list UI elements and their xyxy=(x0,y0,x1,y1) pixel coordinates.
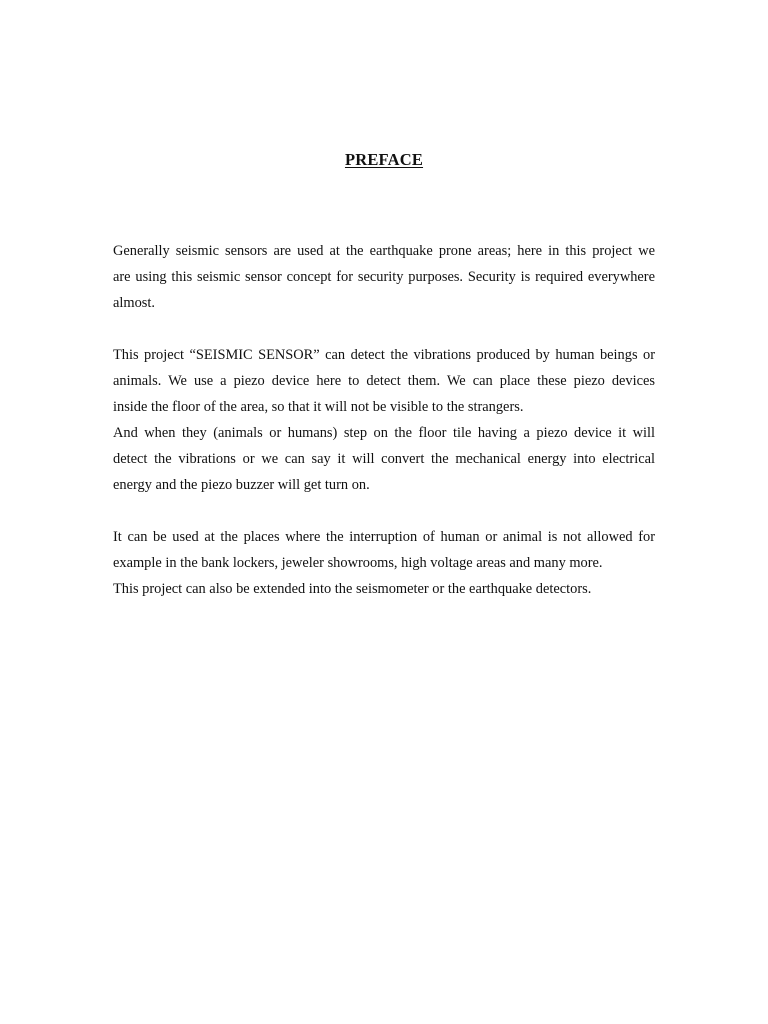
paragraph-gap xyxy=(113,316,655,342)
text-line: Generally seismic sensors are used at the earthquake prone areas; here in this project we xyxy=(113,243,655,259)
text-line: detect the vibrations or we can say it will convert the mechanical energy into electrical xyxy=(113,451,655,467)
text-line: inside the floor of the area, so that it will not be visible to the strangers. xyxy=(113,399,524,415)
text-line: energy and the piezo buzzer will get turn on. xyxy=(113,477,370,493)
text-line: This project can also be extended into the seismometer or the earthquake detectors. xyxy=(113,581,592,597)
paragraph-applications xyxy=(113,524,655,602)
text-line: And when they (animals or humans) step on the floor tile having a piezo device it will xyxy=(113,425,655,441)
paragraph-intro xyxy=(113,238,655,316)
paragraph-description xyxy=(113,342,655,498)
paragraph-gap xyxy=(113,498,655,524)
page-title: PREFACE xyxy=(344,150,424,169)
text-line: It can be used at the places where the interruption of human or animal is not allowed for xyxy=(113,529,655,545)
text-line: almost. xyxy=(113,295,155,311)
text-line: This project “SEISMIC SENSOR” can detect the vibrations produced by human beings or xyxy=(113,347,655,363)
text-line: example in the bank lockers, jeweler showrooms, high voltage areas and many more. xyxy=(113,555,603,571)
preface-body xyxy=(113,238,655,602)
text-line: animals. We use a piezo device here to detect them. We can place these piezo devices xyxy=(113,373,655,389)
text-line: are using this seismic sensor concept for security purposes. Security is required everywhere xyxy=(113,269,655,285)
